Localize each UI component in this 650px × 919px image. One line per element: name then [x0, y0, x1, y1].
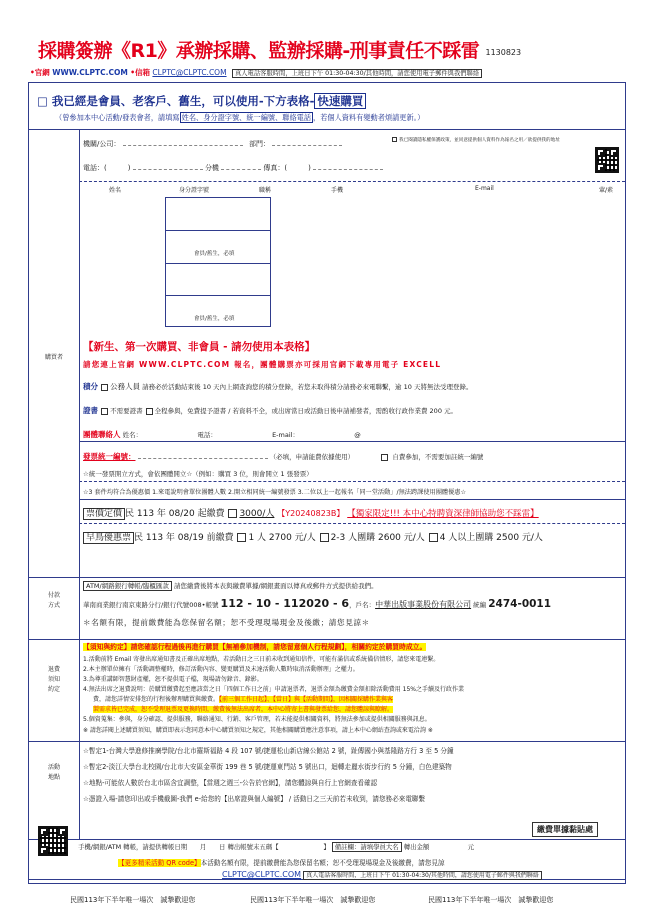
group-contact-fields[interactable]: 姓名： 電話： E-mail： @: [122, 431, 361, 439]
full-cert-label: 全程參與，免費提予證書 / 若資料不全，或出席當日或活動日後申請補發者，需酌收行政作業費 200 元。: [154, 407, 458, 415]
terms-section: [79, 639, 625, 741]
invoice-note: ☆統一發票開立方式，會依團體開立☆（例如：購買 3 位，則會開立 1 張發票）: [83, 470, 313, 478]
service-hours: 真人電話客服時間，上班日下午 01:30-04:30/其他時間，請您使用電子郵件與我們聯絡: [232, 69, 482, 78]
quick-buy-badge: 快速購買: [314, 93, 366, 109]
ext-label: 分機: [204, 164, 219, 172]
early-2-checkbox[interactable]: [320, 533, 329, 542]
bank-code: 008: [189, 601, 202, 609]
regular-price-value: 3000/人: [239, 509, 275, 519]
account-name: 中華出版事業股份有限公司: [375, 600, 472, 609]
tax-id-field[interactable]: [138, 458, 268, 459]
member-required-tag: 會員/舊生，必填: [194, 316, 235, 322]
col-name: 姓名: [109, 187, 122, 194]
payment-section: [79, 577, 625, 639]
term-1: 1.活動前將 Email 寄發出席通知書及正確出席地點，若活動日之三日前未收到通知信件，可能有滿信或系統備信情形，請您來電連繫。: [83, 656, 440, 663]
col-mobile: 手機: [331, 187, 344, 194]
term-5: 5.個資蒐集：參與，身分確認、提供服務，聯絡通知、行銷、客戶管理，若未能提供相關資料，將無法參加或提供相關服務與訊息。: [83, 716, 431, 723]
footer-email-link[interactable]: CLPTC@CLPTC.COM: [222, 870, 302, 879]
bottom-banner-2: 民國113年下半年唯一場次 誠摯歡迎您: [250, 896, 376, 904]
self-pay-label: 自費參加，不需要加註統一編號: [392, 453, 484, 461]
col-email: E-mail: [475, 185, 494, 192]
points-note: 請務必於活動結束後 10 天內上網查詢您的積分登錄，若您未取得積分請務必來電聯繫，逾 10 天將無法受理登錄。: [142, 383, 473, 391]
attendee-grid: [165, 197, 271, 327]
early-bird-text: 民 113 年 08/19 前繳費: [134, 533, 234, 543]
bank-account: 112 - 10 - 112020 - 6: [220, 597, 350, 610]
term-2: 2.本主辦單位擁有「活動調整權時，修訂活動內容、變更購買及未達活動人數時取消活動辦理」之權力。: [83, 666, 359, 673]
group-contact-label: 團體聯絡人: [83, 430, 121, 439]
website-label: •官網: [30, 68, 50, 77]
bank-name: 華南商業銀行南京東路分行/銀行代號: [83, 601, 190, 609]
new-member-title: 【新生、第一次購買、非會員 - 請勿使用本表格】: [83, 341, 316, 353]
order-form: [28, 82, 626, 880]
payment-section-label: 付款 方式: [47, 592, 60, 609]
purchaser-section-label: 購買者: [44, 354, 63, 361]
promo-banner: 【獨家限定!!! 本中心特聘資深律師協助您不踩雷】: [347, 509, 539, 519]
payment-method-note: 請您繳費後將本表與繳費單據/網銀畫面以傳真或郵件方式提供給我們。: [173, 582, 378, 590]
tax-id-num-label: 統編: [473, 601, 487, 609]
terms-heading: 【須知與約定】請您確認行程過後再進行購買【無補參加機制，請您留意個人行程規劃】，相關約定於購買時成立。: [83, 643, 427, 651]
no-cert-checkbox[interactable]: [101, 408, 108, 415]
footer-contact: [222, 870, 542, 879]
early-2-label: 2-3 人團購 2600 元/人: [330, 533, 425, 543]
transfer-amount[interactable]: 轉出金額 元: [403, 843, 475, 851]
more-activities-text: 本活動名額有限，提前繳費能為您保留名額；恕不受理現場現金及後繳費，請您見諒: [200, 859, 445, 867]
term-4c: 【前三個工作日起】、【當日】與【活動期間】，因相關採購作業與客: [219, 696, 394, 703]
payment-notice: ＊名額有限，提前繳費能為您保留名額；恕不受理現場現金及後繳；請您見諒＊: [83, 618, 370, 627]
early-1-checkbox[interactable]: [237, 533, 246, 542]
tax-id-note: （必填，申請能費依據使用）: [269, 453, 355, 461]
payment-method-badge: ATM/網路銀行轉帳/臨櫃匯款: [83, 581, 172, 591]
dept-label: 部門：: [249, 140, 270, 148]
activity-code: 【Y20240823B】: [277, 509, 345, 518]
member-required-tag: 會員/舊生，必填: [194, 251, 235, 257]
website-link[interactable]: WWW.CLPTC.COM: [52, 68, 128, 77]
document-code: 1130823: [485, 48, 522, 57]
group-discount-note: ☆3 套件均符合為優惠價 1.來電說明會單位團體人數 2.開立相同統一編號發票 3.二位以上一起報名「同一堂活動」/無法跨課使用團體優惠☆: [83, 489, 467, 496]
fax-field[interactable]: [313, 169, 383, 170]
note-required-fields: 姓名、身分證字號、統一編號、聯絡電話: [181, 113, 312, 122]
more-activities-tag[interactable]: 【更多精采活動 QR code】: [118, 859, 201, 867]
email-link[interactable]: CLPTC@CLPTC.COM: [152, 68, 227, 77]
col-diet: 葷/素: [599, 187, 614, 194]
dept-field[interactable]: [272, 145, 342, 146]
term-3: 3.為尊重講師智慧財產權，恕不提供電子檔，現場請勿錄音、錄影。: [83, 676, 263, 683]
venue-4: ☆憑證入場-請您印出或手機截圖-我們 e-給您的【出席證與個人編號】 / 活動日之三天前若未收到，請您務必來電聯繫: [83, 795, 426, 803]
company-tax-id: 2474-0011: [488, 598, 552, 610]
org-field[interactable]: [123, 145, 243, 146]
full-cert-checkbox[interactable]: [146, 408, 153, 415]
account-label: •帳號: [201, 601, 219, 609]
bottom-banner-1: 民國113年下半年唯一場次 誠摯歡迎您: [70, 896, 196, 904]
org-label: 機關/公司：: [83, 140, 121, 148]
fax-label: 傳真：( ): [263, 164, 311, 172]
venue-3: ☆地點-可能依人數於台北市區含宜調整，【當週之週三-公告於官網】，請您體諒與自行上官網查看確認: [83, 779, 378, 787]
cert-label: 證書: [83, 406, 98, 415]
tax-id-label: 發票統一編號：: [83, 452, 136, 461]
early-3-label: 4 人以上團購 2500 元/人: [439, 533, 543, 543]
transfer-text[interactable]: 手機/網銀/ATM 轉帳，請提供轉帳日期 月 日 轉出帳號末五碼【 】: [78, 843, 330, 851]
venue-1: ☆暫定1-台灣大學進修推廣學院/台北市羅斯福路 4 段 107 號/捷運松山新店線公館站 2 號，趾傳國小與基隆路方行 3 至 5 分鐘: [83, 747, 454, 755]
civil-servant-checkbox[interactable]: [101, 384, 108, 391]
phone-label: 電話：( ): [83, 164, 131, 172]
contact-bar: [30, 67, 482, 78]
terms-section-label: 退費 須知 約定: [47, 666, 60, 693]
note-part-c: ，若個人資料有變動者煩請更新。）: [313, 113, 425, 122]
account-name-label: ，戶名：: [349, 601, 376, 609]
price-early-row: [83, 530, 543, 543]
venue-section-label: 活動 地點: [47, 764, 60, 781]
qr-code-icon: [38, 826, 68, 856]
transfer-info-row: [78, 842, 474, 851]
price-regular-row: [83, 506, 539, 519]
quick-buy-title: [37, 93, 366, 109]
regular-price-label: 票價定價: [83, 508, 125, 520]
civil-servant-label: 公務人員: [110, 382, 141, 391]
attendee-table-header: [79, 185, 625, 195]
term-4d: 製需求皆已完成，恕不受理退票及更換時間，繳費後無法出席者，本中心將寄上書與發票給您，請您體諒與瞭解。: [93, 706, 394, 713]
no-cert-label: 不需要證書: [110, 407, 143, 415]
regular-price-checkbox[interactable]: [228, 509, 237, 518]
early-bird-label: 早鳥優惠票: [83, 532, 134, 544]
bottom-banner-3: 民國113年下半年唯一場次 誠摯歡迎您: [428, 896, 554, 904]
consent-note: 我已閱讀隱私權保護政策，並同意提供個人資料作為報名之用／欲提供我的地址: [399, 138, 560, 143]
receipt-paste-area: 繳費單據黏貼處: [532, 822, 598, 837]
memo-note: 備註欄：請填學員大名: [332, 842, 402, 852]
phone-field[interactable]: [133, 169, 203, 170]
page-title: 採購簽辦《R1》承辦採購、監辦採購-刑事責任不踩雷: [38, 40, 480, 62]
ext-field[interactable]: [221, 169, 261, 170]
term-4b: 費，請您詳情安排您的行程後辦理購買與繳費。: [93, 696, 220, 703]
early-1-label: 1 人 2700 元/人: [248, 533, 316, 543]
new-member-notice: [83, 339, 315, 354]
qr-code-icon: [595, 147, 619, 173]
col-title: 職稱: [259, 187, 272, 194]
page-header: [38, 36, 598, 63]
new-member-note: 請您連上官網 WWW.CLPTC.COM 報名，團體購票亦可採用官網下載專用電子 EXCELL: [83, 360, 442, 369]
note-part-a: （曾參加本中心活動/發表會者，請填寫: [55, 113, 180, 122]
quick-buy-note: [55, 113, 424, 123]
email-label: •信箱: [130, 68, 151, 77]
purchaser-section: [79, 129, 625, 577]
regular-price-text: 民 113 年 08/20 起繳費: [125, 509, 225, 519]
term-6: ※ 請您詳閱上述購買須知，購買即表示您同意本中心購買須知之規定，其他相關購買應注意事項，請上本中心網站查詢或來電洽詢 ※: [83, 727, 433, 734]
venue-2: ☆暫定2-淡江大學台北校園/台北市大安區金華街 199 巷 5 號/捷運東門站 5 號出口，迴轉走麗水街步行約 5 分鐘，白色建築物: [83, 763, 452, 771]
points-label: 積分: [83, 382, 98, 391]
more-activities-row: [118, 857, 445, 867]
self-pay-checkbox[interactable]: [381, 454, 388, 461]
quick-buy-checkbox-label[interactable]: □ 我已經是會員、老客戶、舊生，可以使用-下方表格-: [37, 94, 315, 108]
term-4a: 4.無法出席之退費說明：於購買繳費起至應該當之日「四個工作日之前」申請退票者，退票金額為繳費金額扣除活動費用 15%之手續及行政作業: [83, 686, 464, 693]
consent-checkbox[interactable]: [392, 137, 397, 142]
col-id: 身分證字號: [179, 187, 210, 194]
early-3-checkbox[interactable]: [429, 533, 438, 542]
footer-service-hours: 真人電話客服時間，上班日下午 01:30-04:30/其他時間，請您使用電子郵件與我們聯絡: [303, 871, 542, 880]
